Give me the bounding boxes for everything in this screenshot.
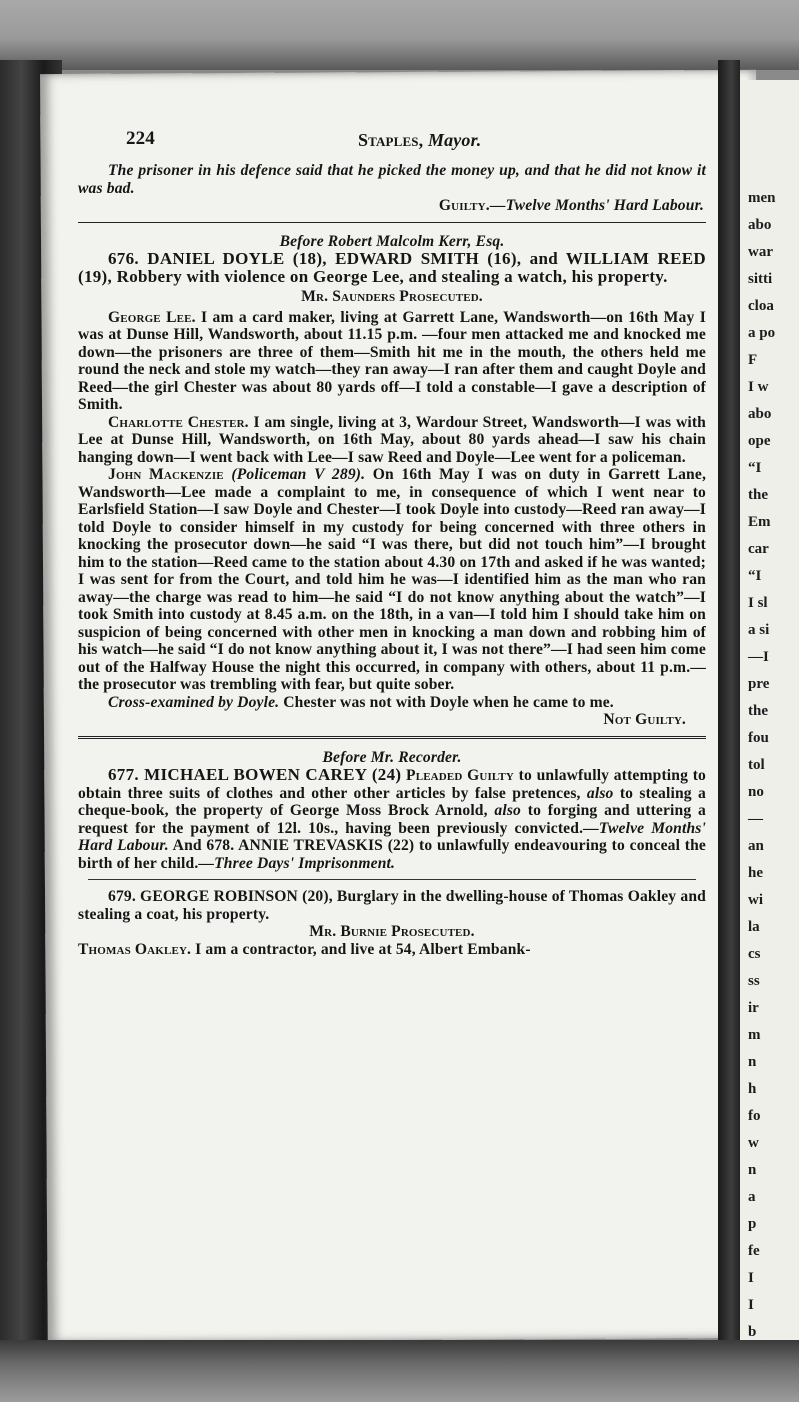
facing-page-fragment: —I: [748, 649, 769, 665]
facing-page-fragment: cloa: [748, 298, 774, 314]
case-677-also-1: also: [586, 784, 614, 802]
facing-page-fragment: tol: [748, 757, 765, 773]
before-judge-677: [78, 749, 706, 767]
witness-charlotte-chester-text: I am single, living at 3, Wardour Street, Wandsworth—I was with Lee at Dunse Hill, Wandsworth, on 16th May, about 80 yards ahead—I saw his chain hanging down—I went back with Lee—I saw Reed and Doyle—Lee went for a policeman.: [78, 413, 707, 466]
case-679-prosecutor: [78, 923, 706, 941]
facing-page-fragment: cs: [748, 946, 761, 962]
witness-charlotte-chester-name: Charlotte Chester.: [108, 413, 249, 431]
facing-page-fragment: abo: [748, 217, 772, 233]
case-676-prosecutor-text: Mr. Saunders Prosecuted.: [301, 288, 483, 305]
facing-page-fragment: w: [748, 1135, 759, 1151]
facing-page-fragment: sitti: [748, 271, 773, 287]
case-677-text-b: to stealing a cheque-book, the property of George Moss Brock Arnold,: [78, 784, 706, 819]
facing-page-fragment: men: [748, 190, 776, 206]
case-677-text-c: to forging and uttering a request for the payment of 12l. 10s., having been previously convicted.: [78, 802, 706, 837]
case-677-also-2: also: [494, 802, 522, 819]
facing-page-fragment: m: [748, 1027, 761, 1043]
case-677-sentence-1: —Twelve Months' Hard Labour.: [78, 819, 706, 854]
before-judge-676-text: Before Robert Malcolm Kerr, Esq.: [279, 232, 505, 250]
witness-george-lee-text: I am a card maker, living at Garrett Lane, Wandsworth—on 16th May I was at Dunse Hill, Wandsworth, about 11.15 p.m. —four men attacked me and knocked me down—the prisoners are three of them—Smith hit me in the mouth, the others held me round the neck and stole my watch—they ran away—I ran after them and caught Doyle and Reed—the girl Chester was about 80 yards off—I told a constable—I gave a description of Smith.: [78, 308, 706, 413]
top-verdict: Guilty.: [438, 197, 490, 214]
case-679-title-text: 679. GEORGE ROBINSON (20), Burglary in the dwelling-house of Thomas Oakley and stealing a coat, his property.: [78, 888, 706, 923]
case-679-prosecutor-text: Mr. Burnie Prosecuted.: [309, 923, 475, 940]
facing-page-fragment: “I: [748, 568, 762, 584]
case-676-title: 676. DANIEL DOYLE (18), EDWARD SMITH (16), and WILLIAM REED (19), Robbery with violence on George Lee, and stealing a watch, his property.: [78, 249, 706, 286]
facing-page-fragment: fe: [748, 1243, 760, 1259]
facing-page-fragment: abo: [748, 406, 772, 422]
witness-john-mackenzie-role: (Policeman V 289).: [231, 466, 366, 483]
witness-john-mackenzie: [78, 466, 706, 694]
facing-page-fragment: I sl: [748, 595, 768, 611]
top-sentence: —Twelve Months' Hard Labour.: [489, 197, 704, 214]
case-676-verdict-line: [78, 711, 706, 729]
case-677-title: 677. MICHAEL BOWEN CAREY (24): [108, 765, 402, 784]
witness-john-mackenzie-text: On 16th May I was on duty in Garrett Lane, Wandsworth—Lee made a complaint to me, in consequence of which I went near to Earlsfield Station—I saw Doyle and Chester—I took Doyle into custody—Reed ran away—I told Doyle to consider himself in my custody for being concerned with three others in knocking the prosecutor down—he said “I was there, but did not touch him”—I brought him to the station—Reed came to the station about 4.30 on 17th and asked if he was wanted; I was sent for from the Court, and told him he was—I identified him as the man who ran away—the charge was read to him—he said “I do not know anything about the watch”—I took Smith into custody at 8.45 a.m. on the 18th, in a van—I told him I should take him on suspicion of being concerned with other men in knocking a man down and robbing him of his watch—he said “I do not know anything about it, I was not there”—I had seen him come out of the Halfway House the night this occurred, in company with others, about 11 p.m.—the prosecutor was trembling with fear, but quite sober.: [78, 466, 706, 693]
page-text: [78, 120, 706, 958]
cross-examination-label: Cross-examined by Doyle.: [108, 693, 280, 711]
page-number: 224: [126, 128, 155, 149]
before-judge-676: [78, 233, 706, 251]
facing-page-fragment: wi: [748, 892, 763, 908]
facing-page-fragment: I w: [748, 379, 769, 395]
facing-page-fragment: no: [748, 784, 764, 800]
facing-page-fragment: ir: [748, 1000, 759, 1016]
facing-page-fragment: car: [748, 541, 769, 557]
facing-page-fragment: fou: [748, 730, 769, 746]
running-head: [358, 132, 481, 150]
facing-page-fragment: la: [748, 919, 760, 935]
facing-page-fragment: fo: [748, 1108, 761, 1124]
running-head-title: Mayor.: [427, 130, 482, 150]
witness-thomas-oakley: [78, 941, 706, 959]
defence-text: The prisoner in his defence said that he picked the money up, and that he did not know it was bad.: [78, 162, 706, 197]
witness-thomas-oakley-text: I am a contractor, and live at 54, Albert Embank-: [191, 940, 531, 958]
facing-page-fragment: I: [748, 1297, 754, 1313]
facing-page-fragment: h: [748, 1081, 757, 1097]
section-rule: [78, 222, 706, 223]
facing-page-fragment: n: [748, 1162, 757, 1178]
witness-george-lee-name: George Lee.: [108, 308, 196, 326]
facing-page-fragment: n: [748, 1054, 757, 1070]
running-head-name: Staples,: [358, 130, 424, 150]
witness-charlotte-chester: [78, 414, 706, 467]
section-double-rule: [78, 736, 706, 739]
page-gutter: [718, 60, 740, 1360]
before-judge-677-text: Before Mr. Recorder.: [322, 748, 462, 766]
facing-page-fragment: p: [748, 1216, 757, 1232]
facing-page-fragment: I: [748, 1270, 754, 1286]
page-header: [78, 120, 706, 156]
facing-page-fragment: a: [748, 1189, 756, 1205]
facing-page-fragment: war: [748, 244, 773, 260]
case-677-sentence-2: —Three Days' Imprisonment.: [198, 854, 396, 872]
scan-bottom-margin: [0, 1340, 799, 1402]
defence-paragraph: [78, 162, 706, 197]
facing-page-fragment: Em: [748, 514, 771, 530]
facing-page-fragment: “I: [748, 460, 762, 476]
witness-thomas-oakley-name: Thomas Oakley.: [78, 940, 192, 958]
facing-page-fragment: ope: [748, 433, 771, 449]
facing-page-fragment: he: [748, 865, 763, 881]
case-677-paragraph: [78, 766, 706, 872]
facing-page-edge: [740, 80, 799, 1340]
section-short-rule: [88, 879, 696, 880]
facing-page-fragment: a si: [748, 622, 770, 638]
case-677-text-d: And 678. ANNIE TREVASKIS (22) to unlawfully endeavouring to conceal the birth of her child.: [78, 837, 706, 872]
scan-top-margin: [0, 0, 799, 70]
case-677-text-a: to unlawfully attempting to obtain three suits of clothes and other other articles by false pretences,: [78, 767, 706, 802]
facing-page-fragment: F: [748, 352, 758, 368]
facing-page-fragment: b: [748, 1324, 757, 1340]
top-verdict-line: [78, 197, 706, 215]
case-676-verdict: Not Guilty.: [603, 711, 686, 728]
case-676-prosecutor: [78, 288, 706, 306]
witness-george-lee: [78, 309, 706, 414]
facing-page-fragment: the: [748, 487, 768, 503]
cross-examination: [78, 694, 706, 712]
witness-john-mackenzie-name: John Mackenzie: [108, 466, 224, 483]
cross-examination-text: Chester was not with Doyle when he came to me.: [279, 693, 614, 711]
case-679-title: [78, 888, 706, 923]
facing-page-fragment: ss: [748, 973, 760, 989]
facing-page-fragment: pre: [748, 676, 770, 692]
case-677-plea: Pleaded Guilty: [406, 767, 514, 784]
facing-page-fragment: a po: [748, 325, 776, 341]
facing-page-fragment: —: [748, 811, 763, 827]
facing-page-fragment: an: [748, 838, 764, 854]
facing-page-fragment: the: [748, 703, 768, 719]
